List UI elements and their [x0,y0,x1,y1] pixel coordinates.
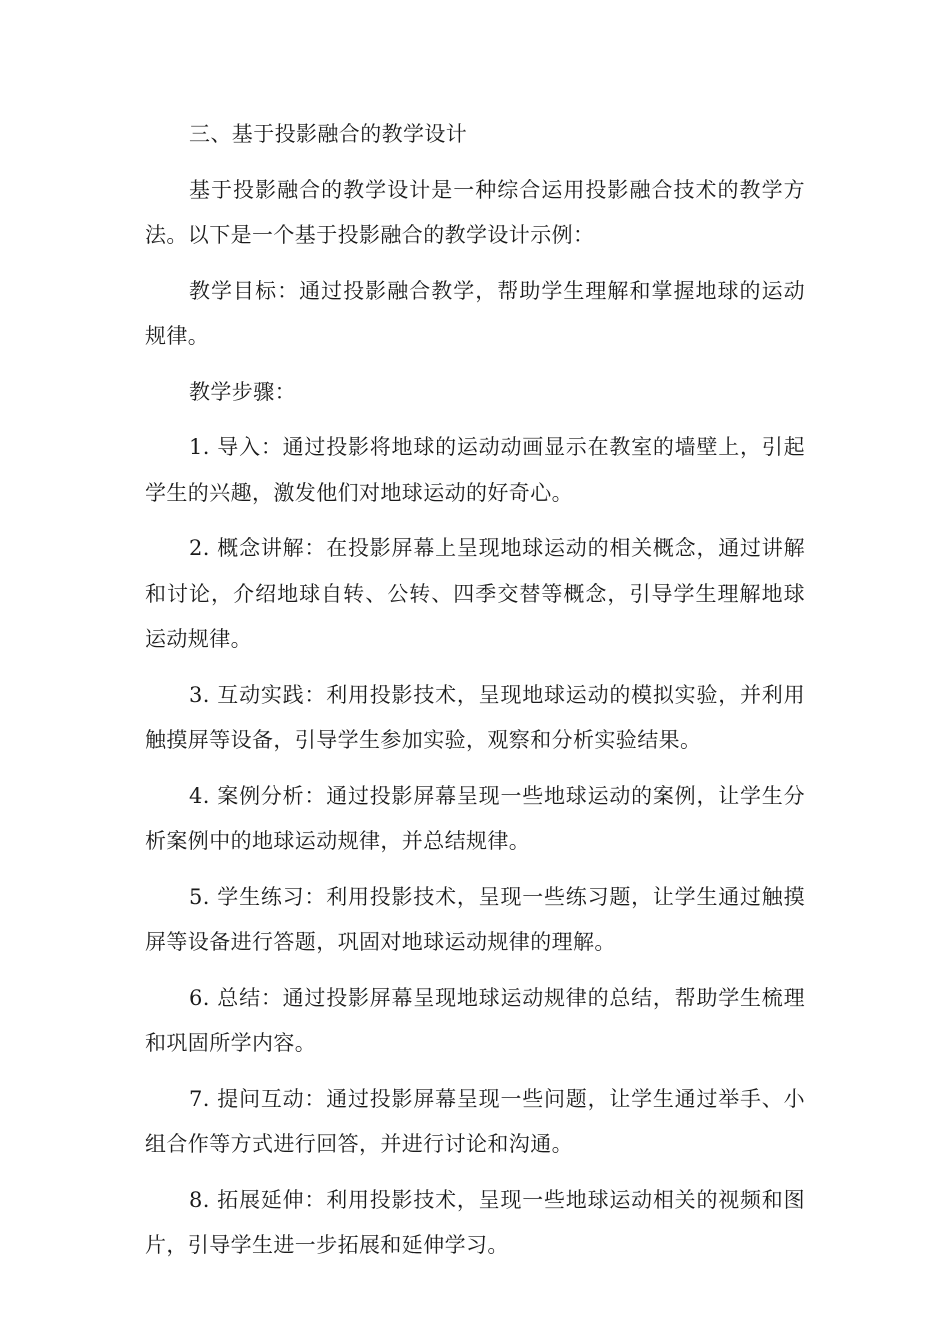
step-item-6: 6. 总结：通过投影屏幕呈现地球运动规律的总结，帮助学生梳理和巩固所学内容。 [145,985,805,1055]
step-item-8: 8. 拓展延伸：利用投影技术，呈现一些地球运动相关的视频和图片，引导学生进一步拓展和延伸学习。 [145,1187,805,1257]
step-item-7: 7. 提问互动：通过投影屏幕呈现一些问题，让学生通过举手、小组合作等方式进行回答，并进行讨论和沟通。 [145,1086,805,1156]
document-page [145,112,805,1279]
step-item-5: 5. 学生练习：利用投影技术，呈现一些练习题，让学生通过触摸屏等设备进行答题，巩固对地球运动规律的理解。 [145,884,805,954]
section-heading: 三、基于投影融合的教学设计 [189,122,468,146]
step-item-1: 1. 导入：通过投影将地球的运动动画显示在教室的墙壁上，引起学生的兴趣，激发他们对地球运动的好奇心。 [145,435,805,505]
steps-title: 教学步骤： [189,379,296,404]
step-item-3: 3. 互动实践：利用投影技术，呈现地球运动的模拟实验，并利用触摸屏等设备，引导学生参加实验，观察和分析实验结果。 [145,682,805,752]
step-item-2: 2. 概念讲解：在投影屏幕上呈现地球运动的相关概念，通过讲解和讨论，介绍地球自转、公转、四季交替等概念，引导学生理解地球运动规律。 [145,536,805,651]
teaching-goal-paragraph: 教学目标：通过投影融合教学，帮助学生理解和掌握地球的运动规律。 [145,278,805,348]
step-item-4: 4. 案例分析：通过投影屏幕呈现一些地球运动的案例，让学生分析案例中的地球运动规律，并总结规律。 [145,783,805,853]
intro-paragraph: 基于投影融合的教学设计是一种综合运用投影融合技术的教学方法。以下是一个基于投影融合的教学设计示例： [145,177,805,247]
